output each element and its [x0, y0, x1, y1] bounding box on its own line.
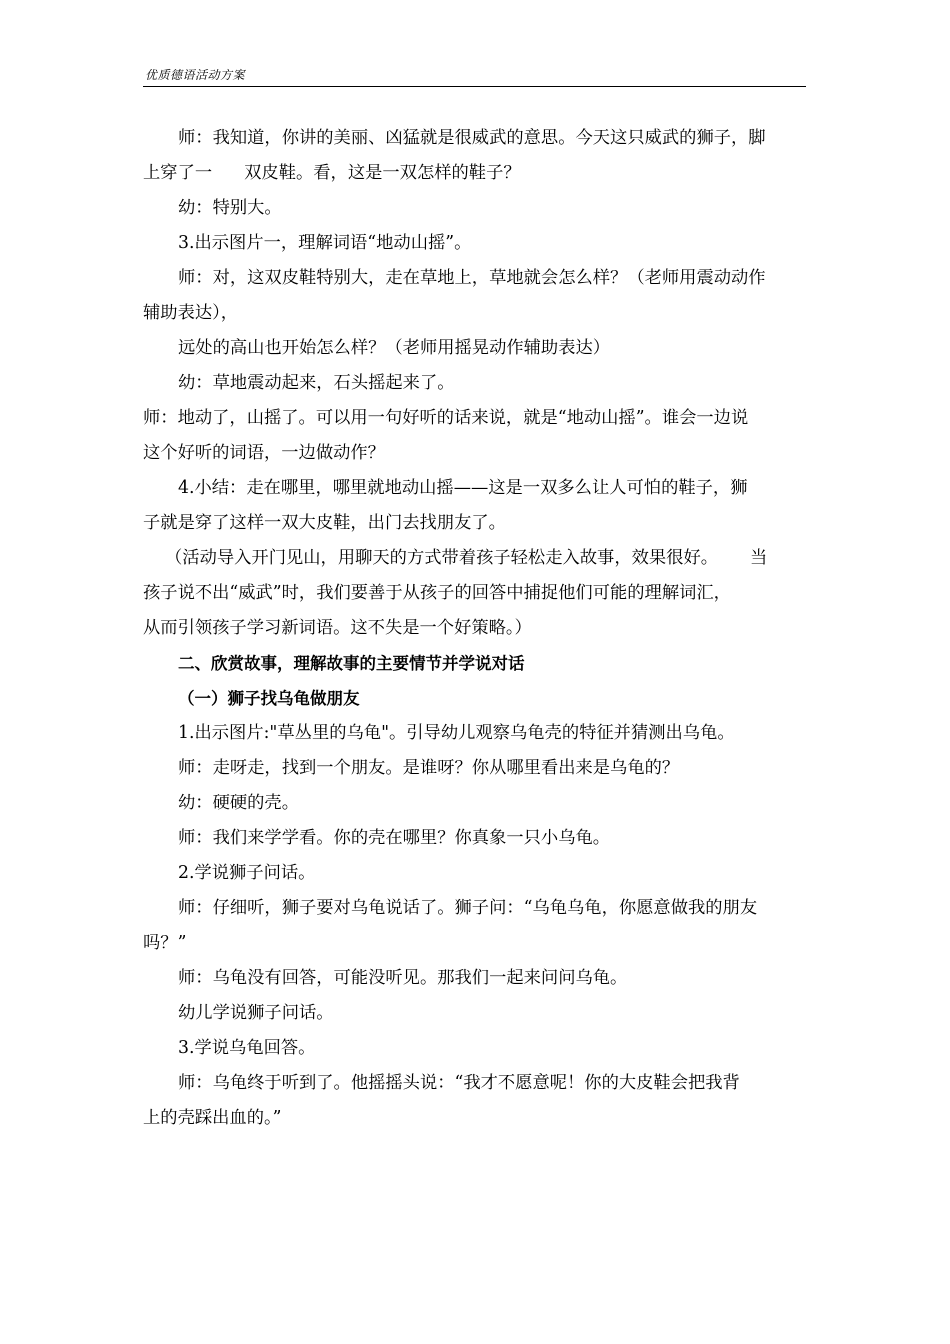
- paragraph-line: 师：我知道，你讲的美丽、凶猛就是很威武的意思。今天这只威武的狮子，脚: [178, 128, 766, 148]
- paragraph-line: 1.出示图片:"草丛里的乌龟"。引导幼儿观察乌龟壳的特征并猜测出乌龟。: [178, 723, 735, 743]
- paragraph-line: 3.出示图片一，理解词语“地动山摇”。: [178, 233, 472, 253]
- header-title: 优质德语活动方案: [145, 68, 246, 82]
- paragraph-line: 上的壳踩出血的。”: [143, 1108, 282, 1128]
- paragraph-line: 孩子说不出“威武”时，我们要善于从孩子的回答中捕捉他们可能的理解词汇，: [143, 583, 731, 603]
- paragraph-line: 幼：草地震动起来，石头摇起来了。: [178, 373, 455, 393]
- paragraph-line: 师：乌龟终于听到了。他摇摇头说：“我才不愿意呢！你的大皮鞋会把我背: [178, 1073, 740, 1093]
- paragraph-line: 2.学说狮子问话。: [178, 863, 316, 883]
- subsection-heading: （一）狮子找乌龟做朋友: [178, 689, 360, 708]
- paragraph-line: 幼：硬硬的壳。: [178, 793, 299, 813]
- section-heading: 二、欣赏故事，理解故事的主要情节并学说对话: [178, 654, 525, 673]
- paragraph-line: 师：乌龟没有回答，可能没听见。那我们一起来问问乌龟。: [178, 968, 628, 988]
- paragraph-line: 师：我们来学学看。你的壳在哪里？你真象一只小乌龟。: [178, 828, 611, 848]
- paragraph-line: 师：地动了，山摇了。可以用一句好听的话来说，就是“地动山摇”。谁会一边说: [143, 408, 749, 428]
- paragraph-line: 4.小结：走在哪里，哪里就地动山摇——这是一双多么让人可怕的鞋子，狮: [178, 478, 748, 498]
- paragraph-line: 吗？”: [143, 933, 187, 953]
- paragraph-line: 3.学说乌龟回答。: [178, 1038, 316, 1058]
- paragraph-line: 师：对，这双皮鞋特别大，走在草地上，草地就会怎么样？（老师用震动动作: [178, 268, 766, 288]
- text-fragment: （活动导入开门见山，用聊天的方式带着孩子轻松走入故事，效果很好。: [165, 548, 719, 568]
- page-header: [143, 66, 806, 87]
- paragraph-line: [143, 156, 808, 191]
- paragraph-line: 这个好听的词语，一边做动作？: [143, 443, 385, 463]
- paragraph-line: 从而引领孩子学习新词语。这不失是一个好策略。）: [143, 618, 532, 638]
- text-fragment: 上穿了一: [143, 163, 213, 183]
- paragraph-line: [143, 541, 808, 576]
- paragraph-line: 师：走呀走，找到一个朋友。是谁呀？你从哪里看出来是乌龟的？: [178, 758, 680, 778]
- document-body: [143, 121, 808, 1136]
- paragraph-line: 辅助表达），: [143, 303, 239, 323]
- text-fragment: 双皮鞋。看，这是一双怎样的鞋子？: [244, 163, 521, 183]
- paragraph-line: 师：仔细听，狮子要对乌龟说话了。狮子问：“乌龟乌龟，你愿意做我的朋友: [178, 898, 758, 918]
- text-fragment: 当: [750, 548, 768, 568]
- paragraph-line: 远处的高山也开始怎么样？（老师用摇晃动作辅助表达）: [178, 338, 611, 358]
- paragraph-line: 子就是穿了这样一双大皮鞋，出门去找朋友了。: [143, 513, 506, 533]
- paragraph-line: 幼儿学说狮子问话。: [178, 1003, 334, 1023]
- paragraph-line: 幼：特别大。: [178, 198, 282, 218]
